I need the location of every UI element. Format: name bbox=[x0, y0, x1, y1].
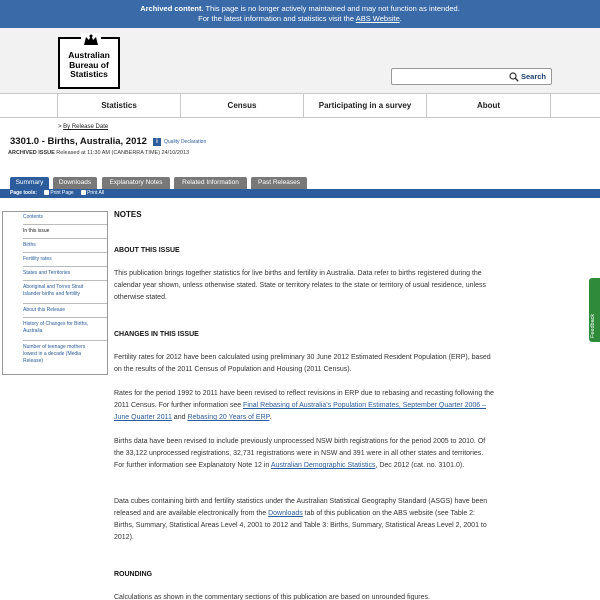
print-all-button[interactable] bbox=[81, 190, 104, 196]
tab-summary[interactable]: Summary bbox=[10, 177, 49, 189]
release-info: Released at 11:30 AM (CANBERRA TIME) 24/10/2013 bbox=[54, 150, 190, 156]
feedback-tab[interactable] bbox=[589, 278, 600, 342]
abs-logo[interactable] bbox=[58, 37, 120, 89]
sidebar-item-aboriginal-line1: Aboriginal and Torres Strait bbox=[23, 284, 84, 290]
sidebar-item-history-line2: Australia bbox=[23, 328, 43, 334]
changes-paragraph-4 bbox=[114, 496, 494, 544]
nav-census[interactable]: Census bbox=[180, 94, 303, 117]
p3-text-b: , Dec 2012 (cat. no. 3101.0). bbox=[375, 462, 465, 469]
archive-banner-line1 bbox=[0, 4, 600, 14]
downloads-link[interactable]: Downloads bbox=[268, 510, 303, 517]
archived-label: ARCHIVED ISSUE bbox=[8, 150, 55, 156]
page-tools-label: Page tools: bbox=[10, 190, 37, 196]
changes-paragraph-3 bbox=[114, 436, 494, 472]
sidebar-separator bbox=[23, 238, 107, 239]
logo-line-2: Bureau of bbox=[69, 59, 109, 70]
sidebar-item-in-this-issue[interactable]: In this issue bbox=[23, 228, 50, 234]
search-button-label: Search bbox=[521, 72, 547, 81]
sidebar-item-about-release[interactable]: About this Release bbox=[23, 307, 65, 313]
about-heading: ABOUT THIS ISSUE bbox=[114, 247, 180, 254]
final-rebasing-link[interactable]: Final Rebasing of Australia's Population Estimates, September Quarter 2006 – June Quarter 2011 bbox=[114, 402, 487, 421]
breadcrumb-link[interactable]: By Release Date bbox=[63, 124, 109, 130]
search-box bbox=[391, 68, 552, 85]
sidebar-item-history[interactable] bbox=[23, 321, 107, 335]
sidebar-separator bbox=[23, 303, 107, 304]
sidebar-item-media-line3: Release) bbox=[23, 358, 44, 364]
tab-related-information[interactable]: Related Information bbox=[174, 177, 247, 189]
p2-text-c: . bbox=[269, 414, 272, 421]
print-page-button[interactable] bbox=[44, 190, 73, 196]
archive-banner-line2-post: . bbox=[399, 14, 402, 23]
rebasing-erp-link[interactable]: Rebasing 20 Years of ERP bbox=[187, 414, 270, 421]
archive-banner bbox=[0, 0, 600, 28]
p4-text-b: tab of this publication on the ABS website (see Table 2: Births, Summary, Statistical Areas Level 4, 2001 to 2012 and Table 3: Births, Summary, Statistical Areas Level 2, 2001 to 2012). bbox=[114, 510, 487, 541]
sidebar-item-aboriginal-line2: Islander births and fertility bbox=[23, 291, 80, 297]
sidebar bbox=[2, 211, 108, 375]
notes-heading: NOTES bbox=[114, 210, 142, 219]
sidebar-item-media-release[interactable] bbox=[23, 344, 107, 365]
logo-text bbox=[60, 51, 118, 80]
tab-explanatory-notes[interactable]: Explanatory Notes bbox=[102, 177, 170, 189]
search-button[interactable] bbox=[509, 70, 546, 83]
australian-demographic-statistics-link[interactable]: Australian Demographic Statistics bbox=[270, 462, 376, 469]
sidebar-item-fertility-rates[interactable]: Fertility rates bbox=[23, 256, 52, 262]
sidebar-separator bbox=[23, 224, 107, 225]
sidebar-separator bbox=[23, 340, 107, 341]
search-input[interactable] bbox=[395, 70, 507, 83]
changes-heading: CHANGES IN THIS ISSUE bbox=[114, 331, 199, 338]
main-nav bbox=[0, 93, 600, 118]
sidebar-item-aboriginal[interactable] bbox=[23, 284, 107, 298]
sidebar-item-births[interactable]: Births bbox=[23, 242, 36, 248]
changes-paragraph-2 bbox=[114, 388, 494, 424]
feedback-label: Feedback bbox=[590, 313, 596, 338]
about-paragraph: This publication brings together statistics for live births and fertility in Australia. Data refer to births registered during the calendar year shown, unless otherwise stated. State or territory relates to the state or territory of usual residence, unless otherwise stated. bbox=[114, 270, 486, 301]
quality-declaration-link[interactable]: Quality Declaration bbox=[164, 139, 207, 145]
archive-banner-line2 bbox=[0, 14, 600, 24]
nav-participating[interactable]: Participating in a survey bbox=[303, 94, 426, 117]
info-icon[interactable]: i bbox=[153, 138, 161, 146]
page-title: 3301.0 - Births, Australia, 2012 bbox=[10, 136, 147, 147]
sidebar-separator bbox=[23, 266, 107, 267]
p2-text-b: and bbox=[171, 414, 188, 421]
breadcrumb-prefix: > bbox=[58, 124, 64, 130]
abs-website-link[interactable]: ABS Website bbox=[355, 14, 400, 23]
print-all-label: Print All bbox=[87, 190, 105, 196]
sidebar-item-media-line1: Number of teenage mothers bbox=[23, 344, 86, 350]
archive-banner-strong: Archived content. bbox=[140, 4, 204, 13]
nav-statistics[interactable]: Statistics bbox=[57, 94, 180, 117]
sidebar-separator bbox=[23, 280, 107, 281]
pdf-icon bbox=[81, 190, 86, 195]
print-page-label: Print Page bbox=[50, 190, 74, 196]
coat-of-arms-icon bbox=[81, 33, 101, 47]
site-header bbox=[0, 28, 600, 93]
tab-downloads[interactable]: Downloads bbox=[53, 177, 97, 189]
archive-banner-line1-text: This page is no longer actively maintained and may not function as intended. bbox=[203, 4, 460, 13]
print-icon bbox=[44, 190, 49, 195]
logo-line-3: Statistics bbox=[70, 69, 108, 79]
sidebar-item-contents[interactable]: Contents bbox=[23, 214, 44, 220]
p2-text-a: Rates for the period 1992 to 2011 have been revised to reflect revisions in ERP due to rebasing and recasting following the 2011 Census. For further information see bbox=[114, 390, 494, 409]
nav-about[interactable]: About bbox=[426, 94, 550, 117]
search-icon bbox=[509, 72, 519, 82]
rounding-heading: ROUNDING bbox=[114, 571, 153, 578]
breadcrumb bbox=[58, 124, 108, 130]
tab-past-releases[interactable]: Past Releases bbox=[251, 177, 307, 189]
sidebar-separator bbox=[23, 252, 107, 253]
sidebar-item-history-line1: History of Changes for Births, bbox=[23, 321, 89, 327]
sidebar-item-media-line2: lowest in a decade (Media bbox=[23, 351, 82, 357]
changes-paragraph-1: Fertility rates for 2012 have been calculated using preliminary 30 June 2012 Estimated Resident Population (ERP), based on the results of the 2011 Census of Population and Housing (2011 Census). bbox=[114, 354, 491, 373]
p3-text-a: Births data have been revised to include previously unprocessed NSW birth registrations for the period 2005 to 2010. Of the 33,122 unprocessed registrations, 32,731 registrations were in NSW and 391 were in all other states and territories. For further information see Explanatory Note 12 in bbox=[114, 438, 486, 469]
nav-divider bbox=[550, 94, 600, 117]
page-toolbar bbox=[0, 189, 600, 198]
sidebar-item-states[interactable]: States and Territories bbox=[23, 270, 71, 276]
p4-text-a: Data cubes containing birth and fertility statistics under the Australian Statistical Geography Standard (ASGS) have been released and are available electronically from the bbox=[114, 498, 488, 517]
rounding-paragraph: Calculations as shown in the commentary sections of this publication are based on unrounded figures. bbox=[114, 594, 430, 600]
logo-line-1: Australian bbox=[68, 50, 110, 60]
sidebar-separator bbox=[23, 317, 107, 318]
archive-banner-line2-pre: For the latest information and statistics visit the bbox=[198, 14, 356, 23]
archived-line bbox=[8, 150, 189, 156]
